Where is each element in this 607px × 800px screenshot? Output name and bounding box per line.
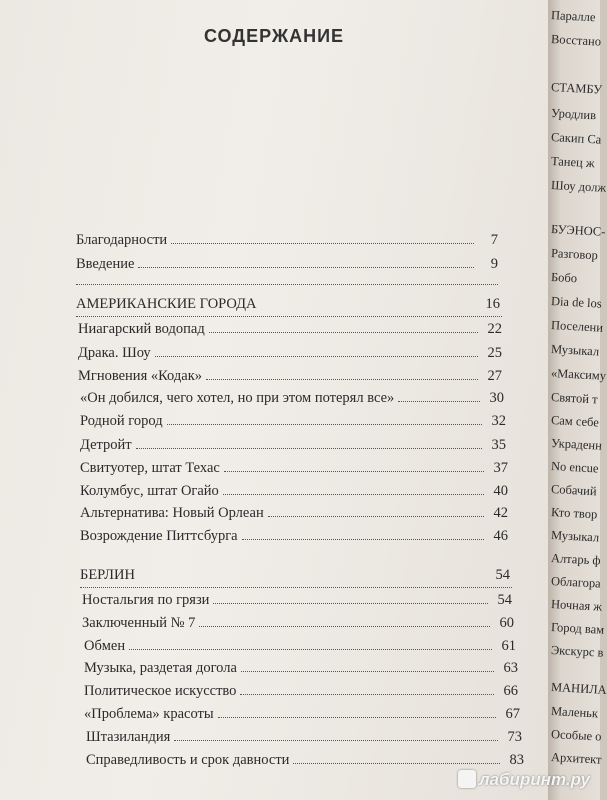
- toc-entry-page: 66: [503, 683, 518, 699]
- toc-entry-title: Штазиландия: [86, 729, 171, 745]
- toc-entry: [80, 413, 506, 430]
- leader-dots: [155, 356, 478, 357]
- adjacent-page-line: Разговор: [550, 246, 599, 263]
- adjacent-page-line: Музыкал: [550, 342, 600, 359]
- adjacent-page-line: Архитект: [550, 750, 602, 767]
- adjacent-page-line: Особые о: [550, 727, 602, 744]
- adjacent-page-line: Шоу долж: [550, 178, 607, 195]
- toc-entry-page: 60: [499, 615, 514, 631]
- toc-entry-title: Драка. Шоу: [78, 345, 151, 361]
- leader-dots: [206, 379, 478, 380]
- toc-entry: [80, 483, 508, 500]
- adjacent-page-line: Город вам: [550, 620, 605, 637]
- leader-dots: [240, 694, 494, 695]
- toc-entry-page: 32: [491, 413, 506, 429]
- adjacent-page-line: Украденн: [550, 436, 603, 453]
- leader-dots: [138, 267, 474, 268]
- leader-dots: [199, 626, 490, 627]
- toc-entry-title: «Он добился, чего хотел, но при этом потерял все»: [80, 390, 395, 406]
- toc-entry-title: Ниагарский водопад: [78, 321, 205, 337]
- adjacent-page-line: «Максиму: [550, 366, 607, 383]
- adjacent-page-line: Собачий: [550, 482, 598, 499]
- adjacent-page-line: Святой т: [550, 390, 598, 407]
- toc-entry-page: 7: [490, 232, 498, 248]
- toc-entry: [82, 592, 512, 609]
- adjacent-page-edge: [548, 0, 607, 800]
- toc-entry-page: 54: [497, 592, 512, 608]
- toc-entry-page: 42: [493, 505, 508, 521]
- toc-entry-page: 63: [503, 660, 518, 676]
- toc-entry-title: Музыка, раздетая догола: [84, 660, 237, 676]
- toc-entry-title: Введение: [76, 256, 135, 272]
- leader-dots: [268, 516, 484, 517]
- leader-dots: [174, 740, 498, 741]
- adjacent-page-line: СТАМБУ: [550, 80, 603, 97]
- toc-entry-title: Детройт: [80, 437, 132, 453]
- toc-entry-title: Альтернатива: Новый Орлеан: [80, 505, 264, 521]
- toc-entry: [80, 528, 508, 545]
- section-divider: [76, 284, 498, 285]
- adjacent-page-line: Бобо: [550, 270, 578, 286]
- toc-entry: [78, 345, 502, 362]
- adjacent-page-line: Сакип Са: [550, 130, 602, 147]
- toc-entry-title: Свитуотер, штат Техас: [80, 460, 220, 476]
- toc-entry-title: БЕРЛИН: [80, 567, 135, 583]
- leader-dots: [224, 471, 484, 472]
- toc-entry-page: 54: [495, 567, 510, 583]
- adjacent-page-line: Сам себе: [550, 413, 600, 430]
- adjacent-page-line: Музыкал: [550, 528, 600, 545]
- leader-dots: [129, 649, 492, 650]
- toc-entry: [80, 460, 508, 477]
- toc-entry: [86, 752, 524, 769]
- toc-entry: [76, 256, 498, 273]
- toc-entry-title: «Проблема» красоты: [84, 706, 214, 722]
- toc-entry-page: 67: [505, 706, 520, 722]
- toc-entry-page: 30: [489, 390, 504, 406]
- toc-section-heading: [76, 296, 500, 313]
- toc-entry: [80, 437, 506, 454]
- toc-entry-page: 83: [509, 752, 524, 768]
- toc-entry-title: АМЕРИКАНСКИЕ ГОРОДА: [76, 296, 257, 312]
- adjacent-page-line: Уродлив: [550, 106, 597, 123]
- leader-dots: [213, 603, 488, 604]
- labirint-logo-icon: [458, 770, 476, 788]
- adjacent-page-line: Экскурс в: [550, 643, 604, 660]
- adjacent-page-line: БУЭНОС-: [550, 222, 606, 239]
- section-divider: [76, 316, 502, 317]
- toc-entry-page: 22: [487, 321, 502, 337]
- adjacent-page-line: Восстано: [550, 32, 602, 49]
- toc-entry-title: Благодарности: [76, 232, 168, 248]
- adjacent-page-line: Паралле: [550, 8, 596, 25]
- leader-dots: [241, 671, 494, 672]
- toc-entry: [78, 368, 502, 385]
- toc-entry-title: Справедливость и срок давности: [86, 752, 290, 768]
- toc-entry-page: 27: [487, 368, 502, 384]
- adjacent-page-line: Танец ж: [550, 154, 595, 171]
- page-title: СОДЕРЖАНИЕ: [203, 26, 345, 46]
- watermark-text: лабиринт.ру: [479, 770, 590, 789]
- toc-entry-page: 25: [487, 345, 502, 361]
- toc-entry: [78, 321, 502, 338]
- toc-entry: [84, 660, 518, 677]
- leader-dots: [209, 332, 478, 333]
- adjacent-page-line: Dia de los: [550, 294, 603, 311]
- toc-entry-title: Колумбус, штат Огайо: [80, 483, 219, 499]
- toc-entry: [76, 232, 498, 249]
- toc-entry: [84, 706, 520, 723]
- toc-section-heading: [80, 567, 510, 584]
- watermark: [458, 770, 590, 790]
- leader-dots: [223, 494, 484, 495]
- toc-entry: [86, 729, 522, 746]
- toc-entry: [84, 638, 516, 655]
- toc-entry: [82, 615, 514, 632]
- leader-dots: [398, 401, 480, 402]
- toc-entry-title: Возрождение Питтсбурга: [80, 528, 238, 544]
- toc-entry: [80, 505, 508, 522]
- toc-entry: [80, 390, 504, 407]
- toc-entry-page: 9: [490, 256, 498, 272]
- leader-dots: [167, 424, 482, 425]
- toc-entry-title: Заключенный № 7: [82, 615, 196, 631]
- adjacent-page-line: Поселени: [550, 318, 604, 335]
- toc-entry-page: 73: [507, 729, 522, 745]
- toc-entry-page: 37: [493, 460, 508, 476]
- toc-entry-page: 16: [485, 296, 500, 312]
- toc-entry: [84, 683, 518, 700]
- toc-entry-title: Родной город: [80, 413, 163, 429]
- section-divider: [80, 587, 512, 588]
- toc-entry-title: Обмен: [84, 638, 126, 654]
- toc-entry-title: Мгновения «Кодак»: [78, 368, 203, 384]
- leader-dots: [218, 717, 496, 718]
- adjacent-page-line: Ночная ж: [550, 597, 603, 614]
- toc-entry-page: 40: [493, 483, 508, 499]
- toc-entry-page: 35: [491, 437, 506, 453]
- leader-dots: [136, 448, 482, 449]
- leader-dots: [242, 539, 484, 540]
- toc-entry-title: Политическое искусство: [84, 683, 237, 699]
- leader-dots: [293, 763, 500, 764]
- adjacent-page-line: Алтарь ф: [550, 551, 601, 568]
- toc-entry-page: 61: [501, 638, 516, 654]
- adjacent-page-line: Маленьк: [550, 704, 599, 721]
- adjacent-page-line: Облагора: [550, 574, 602, 591]
- adjacent-page-line: Кто твор: [550, 505, 598, 522]
- adjacent-page-line: МАНИЛА: [550, 680, 607, 697]
- toc-entry-title: Ностальгия по грязи: [82, 592, 210, 608]
- leader-dots: [171, 243, 474, 244]
- adjacent-page-line: No encue: [550, 459, 599, 476]
- toc-entry-page: 46: [493, 528, 508, 544]
